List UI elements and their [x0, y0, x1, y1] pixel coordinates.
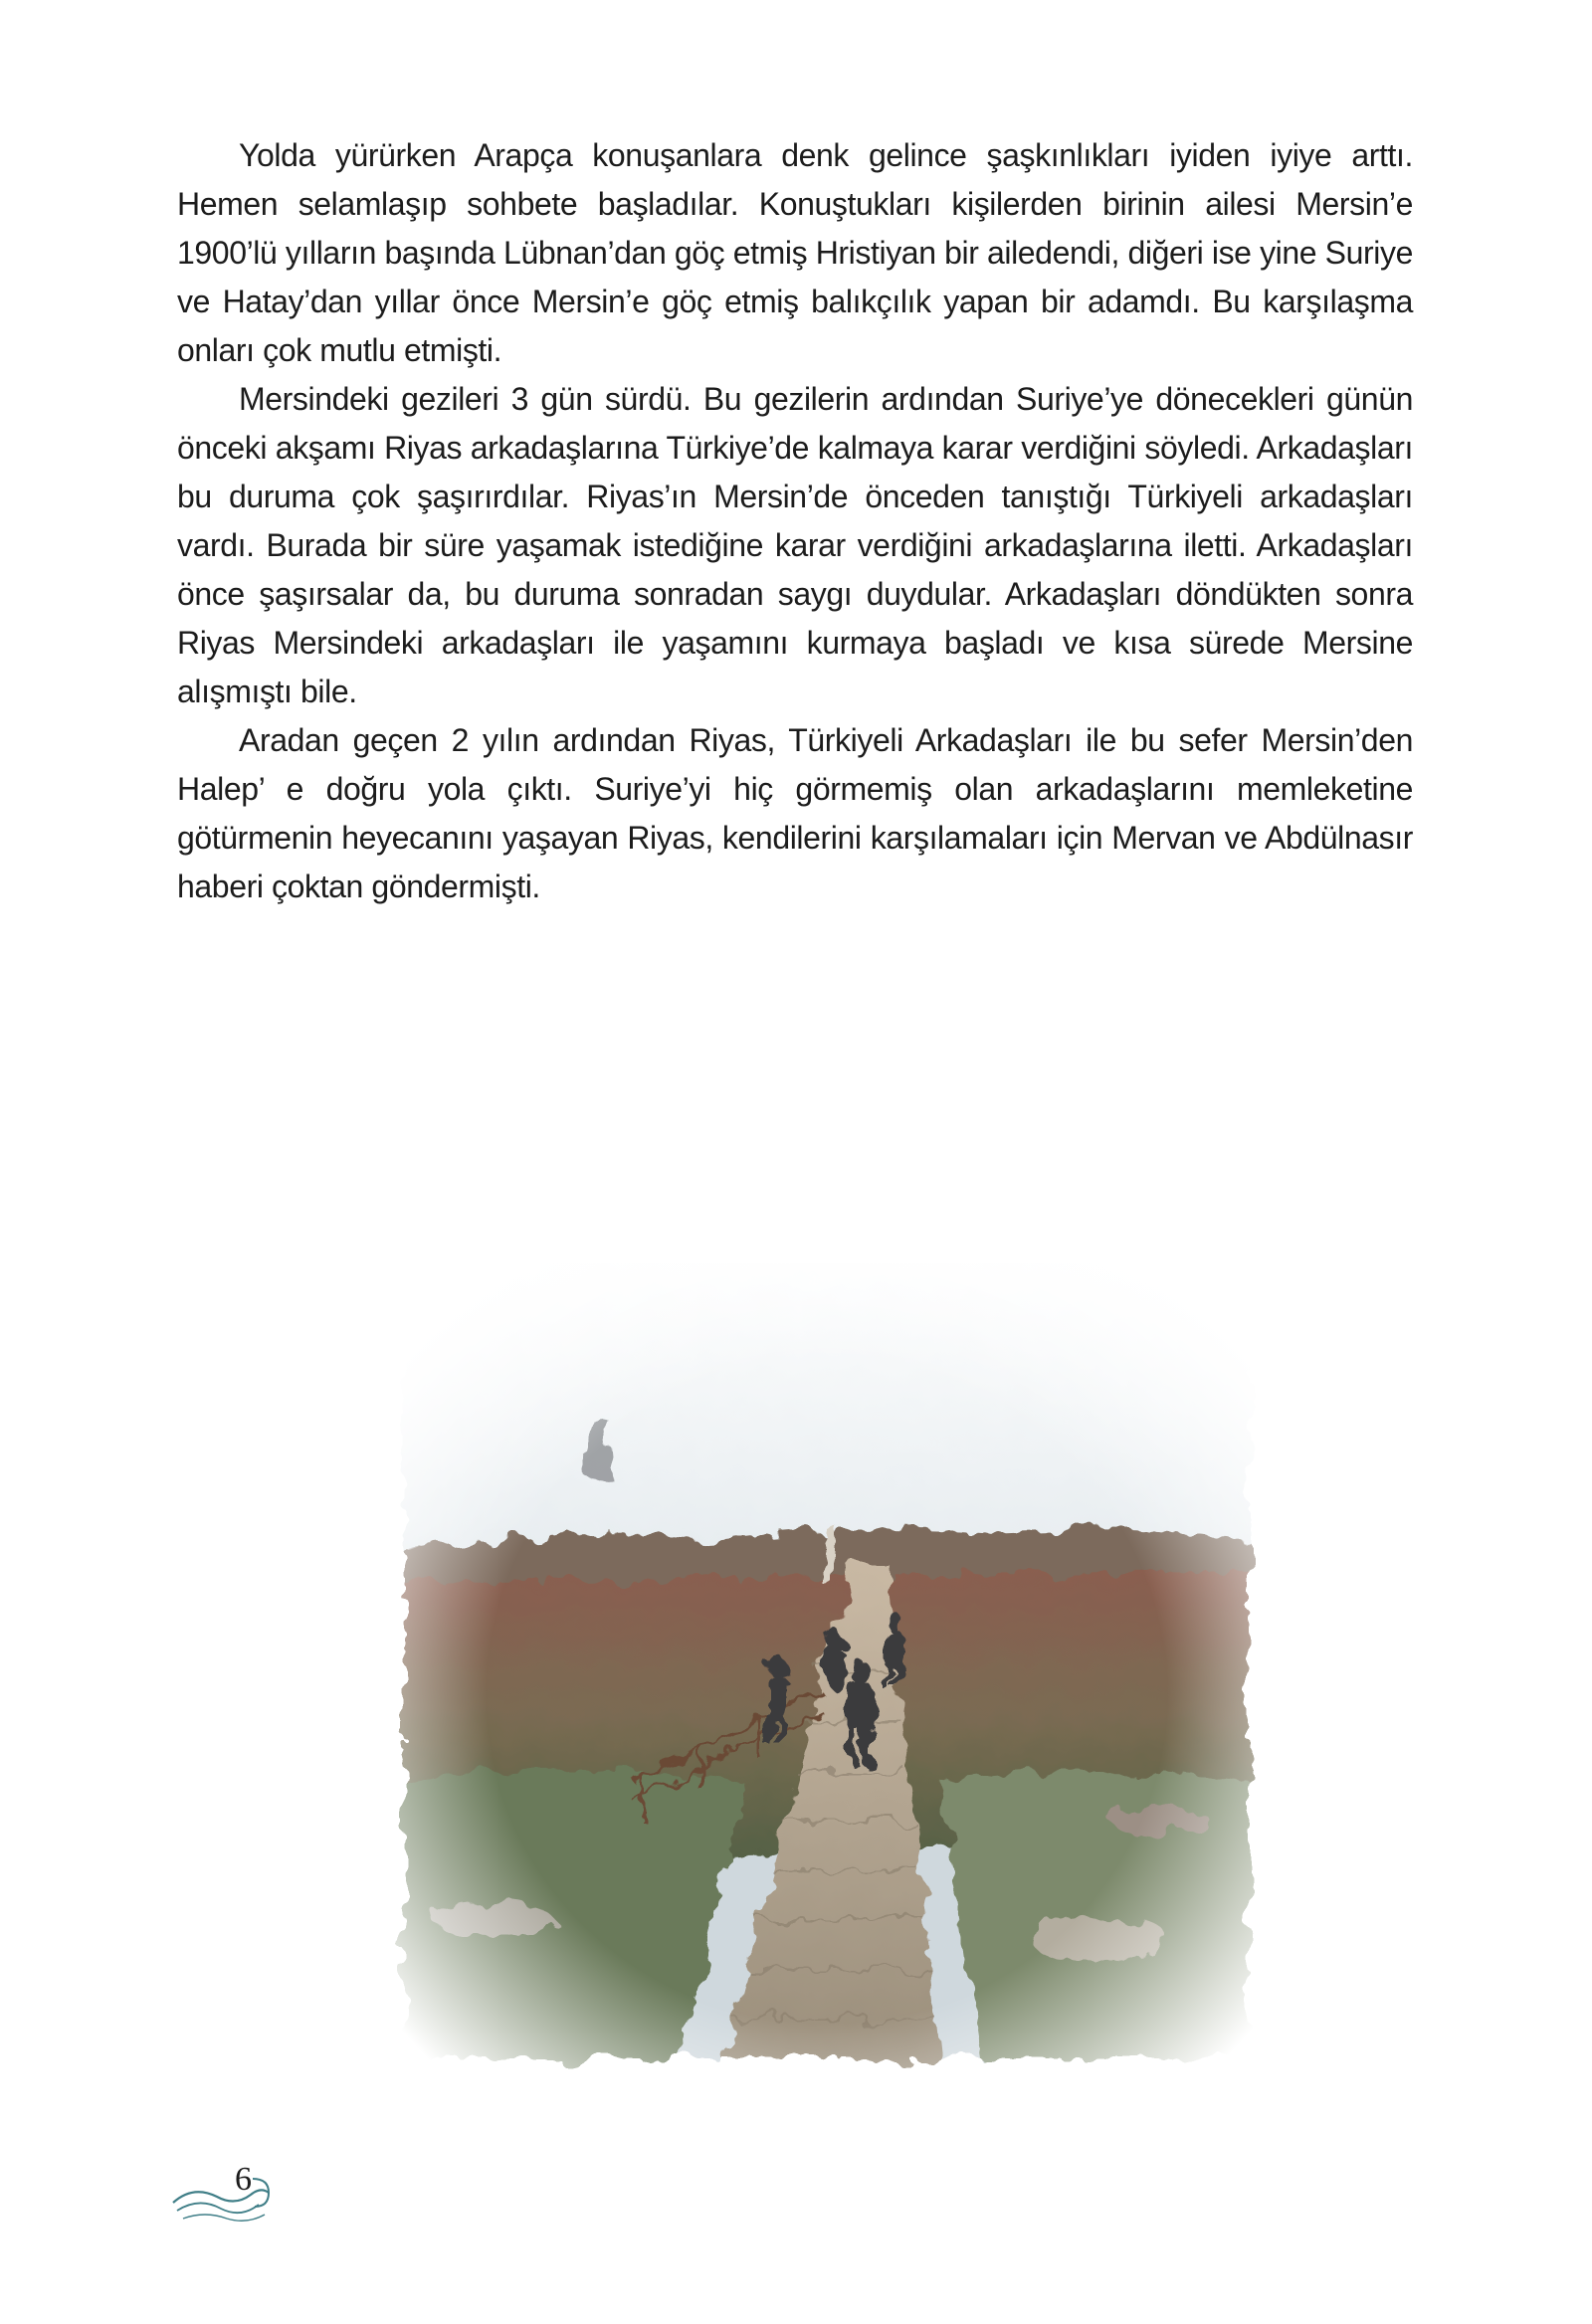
page-footer — [169, 2161, 289, 2240]
illustration-photo — [384, 1224, 1270, 2079]
paragraph-2: Mersindeki gezileri 3 gün sürdü. Bu gezilerin ardından Suriye’ye dönecekleri günün önceki akşamı Riyas arkadaşlarına Türkiye’de kalmaya karar verdiğini söyledi. Arkadaşları bu duruma çok şaşırırdılar. Riyas’ın Mersin’de önceden tanıştığı Türkiyeli arkadaşları vardı. Burada bir süre yaşamak istediğine karar verdiğini arkadaşlarına iletti. Arkadaşları önce şaşırsalar da, bu duruma sonradan saygı duydular. Arkadaşları döndükten sonra Riyas Mersindeki arkadaşları ile yaşamını kurmaya başladı ve kısa sürede Mersine alışmıştı bile. — [177, 381, 1413, 709]
body-text — [177, 131, 1413, 911]
wave-swirl-icon — [169, 2167, 279, 2236]
paragraph-1: Yolda yürürken Arapça konuşanlara denk gelince şaşkınlıkları iyiden iyiye arttı. Hemen selamlaşıp sohbete başladılar. Konuştukları kişilerden birinin ailesi Mersin’e 1900’lü yılların başında Lübnan’dan göç etmiş Hristiyan bir ailedendi, diğeri ise yine Suriye ve Hatay’dan yıllar önce Mersin’e göç etmiş balıkçılık yapan bir adamdı. Bu karşılaşma onları çok mutlu etmişti. — [177, 137, 1413, 368]
ruins-boardwalk-illustration — [384, 1224, 1270, 2079]
paragraph-3: Aradan geçen 2 yılın ardından Riyas, Türkiyeli Arkadaşları ile bu sefer Mersin’den Halep’ e doğru yola çıktı. Suriye’yi hiç görmemiş olan arkadaşlarını memleketine götürmenin heyecanını yaşayan Riyas, kendilerini karşılamaları için Mervan ve Abdülnasır haberi çoktan göndermişti. — [177, 722, 1413, 904]
page-number: 6 — [235, 2161, 252, 2198]
